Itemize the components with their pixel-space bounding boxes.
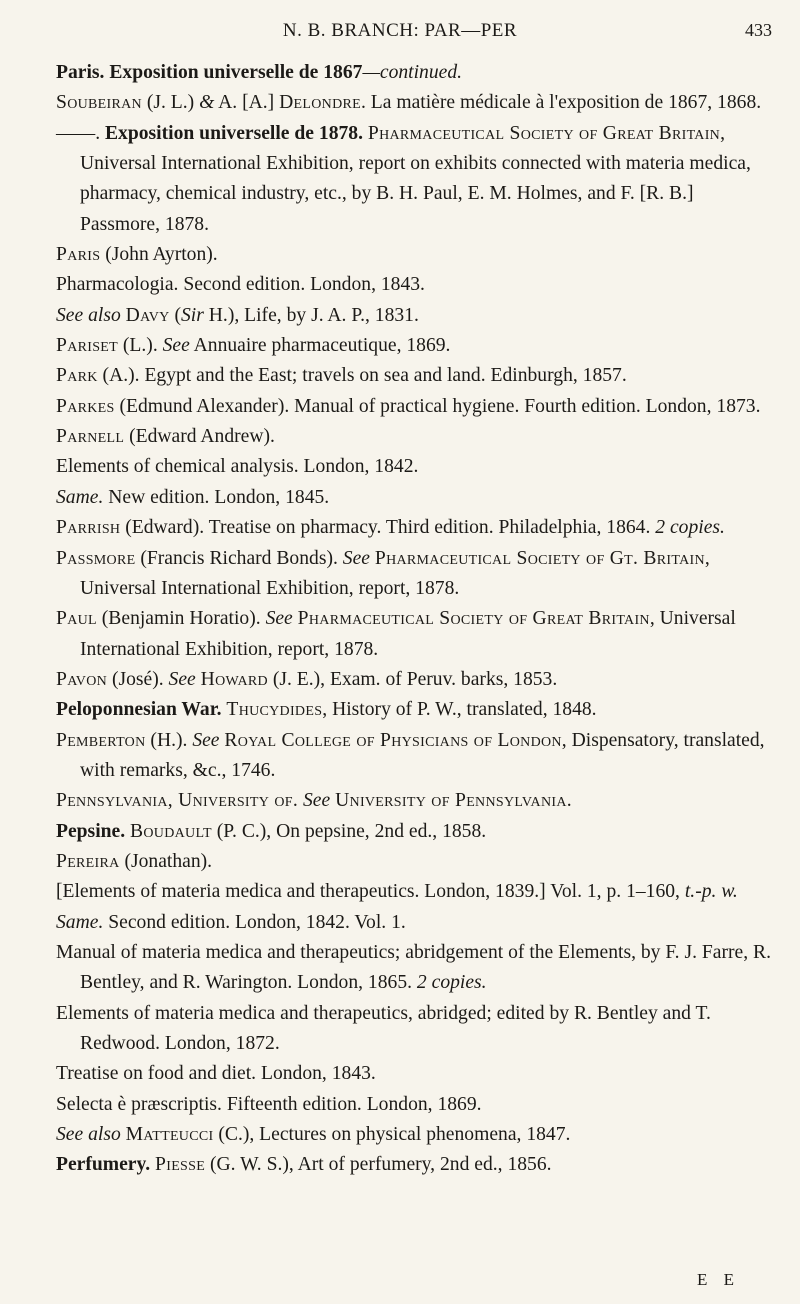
entry-text: [Elements of materia medica and therapeutics. London, 1839.] Vol. 1, p. 1–160, — [56, 881, 685, 903]
entry-text: , Universal International Exhibition, report, 1878. — [80, 547, 710, 599]
entry-text: Matteucci — [125, 1124, 214, 1146]
catalogue-entry — [56, 240, 778, 270]
entry-text: Selecta è præscriptis. Fifteenth edition. London, 1869. — [56, 1093, 482, 1115]
entry-text: Paul — [56, 608, 97, 630]
entry-text: Delondre — [279, 92, 361, 114]
entry-text: (Francis Richard Bonds). — [135, 547, 343, 569]
catalogue-entry — [56, 88, 778, 118]
entry-text: . — [566, 790, 572, 812]
entry-text: (C.), Lectures on physical phenomena, 1847. — [213, 1124, 571, 1146]
entry-text: Peloponnesian War. — [56, 699, 222, 721]
entry-text: See — [342, 547, 370, 569]
entry-text: Davy — [125, 304, 170, 326]
entry-text: Manual of materia medica and therapeutics; abridgement of the Elements, by F. J. Farre, R. Bentley, and R. Warington. London, 1865. — [56, 941, 772, 994]
catalogue-entry — [56, 999, 778, 1060]
entry-text: See also — [56, 304, 121, 326]
entry-text: See also — [56, 1124, 121, 1146]
entry-text: See — [168, 668, 196, 690]
entry-text: (Jonathan). — [119, 850, 213, 872]
entry-text: . La matière médicale à l'exposition de 1867, 1868. — [360, 92, 762, 114]
catalogue-entry — [56, 908, 778, 938]
entry-text: , History of P. W., translated, 1848. — [322, 699, 597, 721]
entry-text: Pariset — [56, 335, 118, 357]
entry-text: Pemberton — [56, 729, 146, 751]
catalogue-entry — [56, 452, 778, 482]
catalogue-entry — [56, 1059, 778, 1089]
entry-text: —continued. — [362, 62, 463, 83]
entry-text: Parkes — [56, 395, 115, 417]
entry-text: ( — [169, 304, 181, 326]
entry-text: A. [A.] — [214, 92, 280, 114]
entry-text: See — [162, 335, 190, 357]
page-number: 433 — [745, 20, 772, 40]
catalogue-entry — [56, 1120, 778, 1150]
entry-text: Annuaire pharmaceutique, 1869. — [189, 335, 451, 357]
entry-text: (José). — [107, 668, 169, 690]
entry-text: & — [199, 92, 215, 114]
entry-text: Howard — [200, 668, 268, 690]
catalogue-entry — [56, 270, 778, 300]
entry-text: H.), Life, by J. A. P., 1831. — [203, 304, 419, 326]
catalogue-entry — [56, 938, 778, 999]
entry-text: Pharmaceutical Society of Great Britain — [367, 122, 721, 144]
signature-mark: E E — [696, 1270, 740, 1289]
catalogue-entry — [56, 119, 778, 240]
entry-text: (L.). — [118, 335, 163, 357]
running-head: N. B. BRANCH: PAR—PER — [282, 20, 518, 41]
entry-text: (A.). Egypt and the East; travels on sea and land. Edinburgh, 1857. — [97, 365, 627, 387]
entry-text: Paris. — [56, 62, 105, 83]
entry-text: Pharmacologia. Second edition. London, 1843. — [56, 274, 425, 296]
entry-text: Parrish — [56, 517, 121, 539]
entry-text: (H.). — [145, 729, 193, 751]
catalogue-entry — [56, 695, 778, 725]
catalogue-entry — [56, 877, 778, 907]
catalogue-entry — [56, 665, 778, 695]
entry-text: Elements of chemical analysis. London, 1842. — [56, 456, 419, 478]
entry-text: Exposition universelle de 1878. — [104, 122, 363, 144]
entry-text: Park — [56, 365, 98, 387]
catalogue-entry — [56, 847, 778, 877]
catalogue-entry — [56, 726, 778, 787]
entry-text: (P. C.), On pepsine, 2nd ed., 1858. — [211, 820, 487, 842]
catalogue-entry — [56, 301, 778, 331]
entry-text: Pereira — [56, 850, 120, 872]
entry-text: University of Pennsylvania — [335, 790, 567, 812]
entry-text: Parnell — [56, 426, 125, 448]
catalogue-entry — [56, 604, 778, 665]
entry-text: See — [302, 790, 331, 812]
entry-text: New edition. London, 1845. — [103, 486, 330, 508]
entry-text: 2 copies. — [416, 972, 487, 994]
entry-text: Pavon — [56, 668, 108, 690]
entry-text: Exposition universelle de 1867 — [109, 62, 363, 83]
entry-text: Royal College of Physicians of London — [224, 729, 562, 751]
catalogue-entry — [56, 817, 778, 847]
entry-text: Pharmaceutical Society of Gt. Britain — [374, 547, 705, 569]
entry-text: (Benjamin Horatio). — [96, 608, 266, 630]
entry-text: Piesse — [155, 1154, 206, 1176]
catalogue-entry — [56, 483, 778, 513]
catalogue-entry — [56, 58, 778, 88]
entry-text: Treatise on food and diet. London, 1843. — [56, 1063, 376, 1085]
entry-text: (J. L.) — [141, 92, 200, 114]
entry-text: (Edmund Alexander). Manual of practical hygiene. Fourth edition. London, 1873. — [114, 395, 761, 417]
entry-text: Paris — [56, 244, 101, 266]
entry-text: Passmore — [56, 547, 136, 569]
entry-text: ——. — [56, 122, 105, 144]
entry-text: (Edward Andrew). — [124, 426, 275, 448]
page-header — [0, 20, 800, 50]
entry-text: See — [192, 729, 220, 751]
entry-text: Perfumery. — [56, 1154, 151, 1176]
entry-text: Second edition. London, 1842. Vol. 1. — [103, 911, 406, 933]
catalogue-entry — [56, 786, 778, 816]
entry-text: Pepsine. — [56, 820, 126, 842]
entry-text: Pharmaceutical Society of Great Britain — [297, 608, 650, 630]
catalogue-entry — [56, 1150, 778, 1180]
entry-text: Elements of materia medica and therapeutics, abridged; edited by R. Bentley and T. Redwood. London, 1872. — [56, 1002, 711, 1054]
entry-text: Soubeiran — [56, 92, 142, 114]
catalogue-entry — [56, 361, 778, 391]
entry-text: t.-p. w. — [684, 881, 738, 903]
entry-text: (J. E.), Exam. of Peruv. barks, 1853. — [267, 668, 558, 690]
entry-text: (G. W. S.), Art of perfumery, 2nd ed., 1856. — [205, 1154, 552, 1176]
entry-text: , Universal International Exhibition, report, 1878. — [80, 608, 736, 660]
entry-text: See — [265, 608, 293, 630]
entry-text: Sir — [181, 304, 204, 326]
entry-text: 2 copies. — [655, 517, 725, 539]
entry-text: , Dispensatory, translated, with remarks, &c., 1746. — [80, 729, 765, 781]
entry-text: Boudault — [130, 820, 212, 842]
entry-text: (Edward). Treatise on pharmacy. Third edition. Philadelphia, 1864. — [120, 517, 656, 539]
catalogue-entry — [56, 1090, 778, 1120]
catalogue-entry — [56, 513, 778, 543]
entry-text: , Universal International Exhibition, report on exhibits connected with materia medica, pharmacy, chemical industry, etc., by B. H. Paul, E. M. Holmes, and F. [R. B.] Passmore, 1878. — [80, 122, 751, 235]
catalogue-entry — [56, 392, 778, 422]
catalogue-entry — [56, 422, 778, 452]
entry-text: Same. — [56, 911, 104, 933]
entry-text: Same. — [56, 486, 104, 508]
entry-text: Thucydides — [226, 699, 323, 721]
entry-text: (John Ayrton). — [100, 244, 218, 266]
catalogue-entries — [56, 58, 778, 1181]
catalogue-entry — [56, 331, 778, 361]
entry-text: Pennsylvania, University of. — [56, 790, 299, 812]
catalogue-entry — [56, 544, 778, 605]
